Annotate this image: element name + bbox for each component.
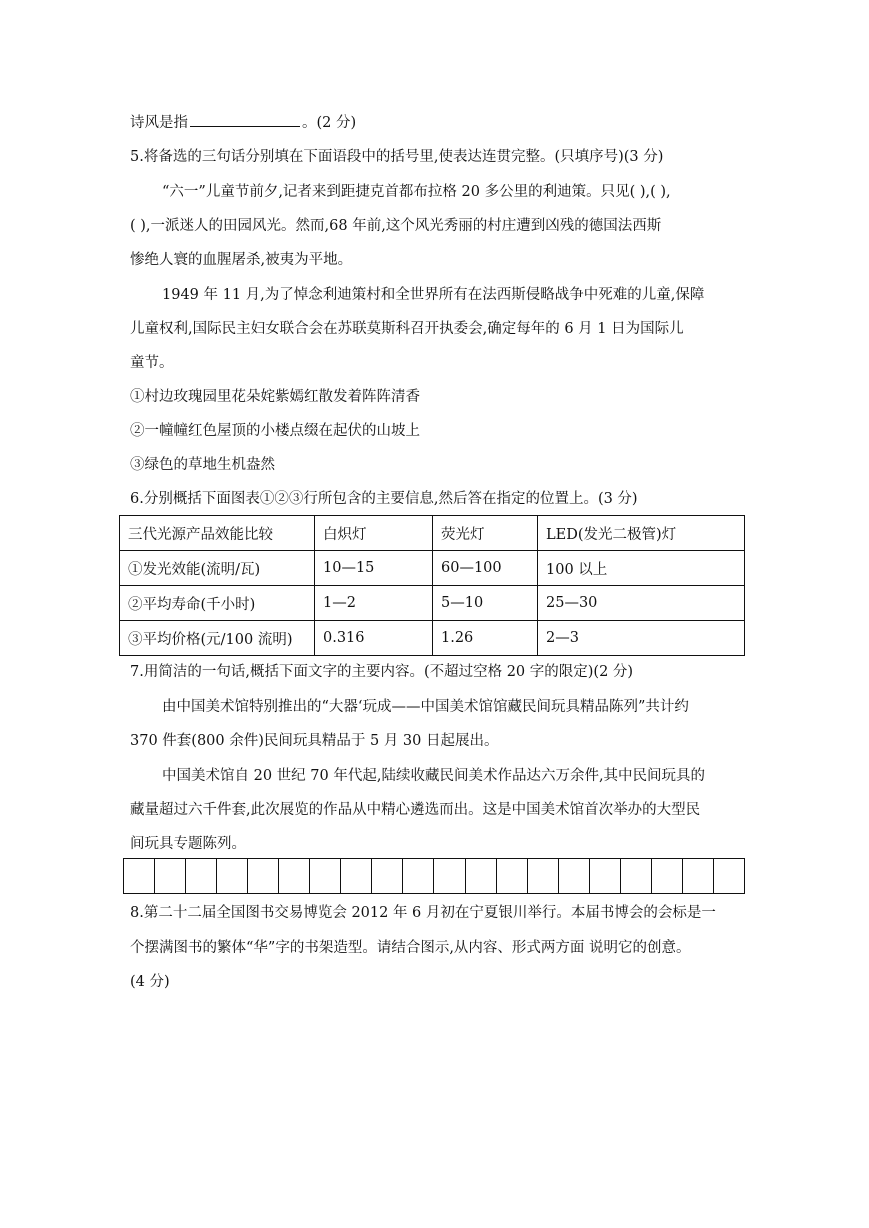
q8-line3: (4 分) bbox=[130, 974, 170, 990]
answer-box[interactable] bbox=[589, 859, 620, 894]
answer-box[interactable] bbox=[558, 859, 589, 894]
answer-box[interactable] bbox=[465, 859, 496, 894]
table-cell: 白炽灯 bbox=[315, 516, 433, 551]
table-cell: 2—3 bbox=[538, 621, 745, 656]
table-cell: LED(发光二极管)灯 bbox=[538, 516, 745, 551]
q5-p1-line1: “六一”儿童节前夕,记者来到距捷克首都布拉格 20 多公里的利迪策。只见( ),( ), bbox=[162, 184, 671, 200]
answer-box[interactable] bbox=[496, 859, 527, 894]
answer-blank[interactable] bbox=[190, 112, 300, 127]
q4-tail-line bbox=[130, 112, 356, 133]
answer-box[interactable] bbox=[403, 859, 434, 894]
q5-p2-line2: 儿童权利,国际民主妇女联合会在苏联莫斯科召开执委会,确定每年的 6 月 1 日为国际儿 bbox=[130, 321, 684, 337]
answer-box[interactable] bbox=[372, 859, 403, 894]
table-cell: ①发光效能(流明/瓦) bbox=[120, 551, 315, 586]
q5-p1-line3: 惨绝人寰的血腥屠杀,被夷为平地。 bbox=[130, 252, 353, 268]
light-source-table bbox=[119, 515, 745, 656]
q5-option-1: ①村边玫瑰园里花朵姹紫嫣红散发着阵阵清香 bbox=[130, 389, 420, 405]
table-cell: 三代光源产品效能比较 bbox=[120, 516, 315, 551]
q7-title: 7.用简洁的一句话,概括下面文字的主要内容。(不超过空格 20 字的限定)(2 分) bbox=[130, 664, 634, 680]
q5-title: 5.将备选的三句话分别填在下面语段中的括号里,使表达连贯完整。(只填序号)(3 分) bbox=[130, 149, 664, 165]
answer-box[interactable] bbox=[186, 859, 217, 894]
table-row bbox=[120, 516, 745, 551]
table-row bbox=[120, 621, 745, 656]
table-cell: 0.316 bbox=[315, 621, 433, 656]
table-cell: ③平均价格(元/100 流明) bbox=[120, 621, 315, 656]
q4-tail-after: 。(2 分) bbox=[302, 115, 357, 131]
table-cell: 100 以上 bbox=[538, 551, 745, 586]
answer-box[interactable] bbox=[124, 859, 155, 894]
q7-p2-line1: 中国美术馆自 20 世纪 70 年代起,陆续收藏民间美术作品达六万余件,其中民间玩具的 bbox=[162, 768, 706, 784]
answer-grid bbox=[123, 858, 745, 894]
q8-line2: 个摆满图书的繁体“华”字的书架造型。请结合图示,从内容、形式两方面 说明它的创意。 bbox=[130, 940, 691, 956]
answer-box[interactable] bbox=[651, 859, 682, 894]
q7-p1-line1: 由中国美术馆特别推出的“大器‘玩成——中国美术馆馆藏民间玩具精品陈列”共计约 bbox=[162, 699, 689, 715]
answer-box[interactable] bbox=[713, 859, 744, 894]
answer-box[interactable] bbox=[217, 859, 248, 894]
q7-p2-line3: 间玩具专题陈列。 bbox=[130, 836, 246, 852]
q8-line1: 8.第二十二届全国图书交易博览会 2012 年 6 月初在宁夏银川举行。本届书博会的会标是一 bbox=[130, 905, 716, 921]
answer-box[interactable] bbox=[279, 859, 310, 894]
table-cell: 10—15 bbox=[315, 551, 433, 586]
table-cell: 1.26 bbox=[433, 621, 538, 656]
q5-option-2: ②一幢幢红色屋顶的小楼点缀在起伏的山坡上 bbox=[130, 423, 420, 439]
q7-p1-line2: 370 件套(800 余件)民间玩具精品于 5 月 30 日起展出。 bbox=[130, 733, 499, 749]
answer-box[interactable] bbox=[434, 859, 465, 894]
q5-option-3: ③绿色的草地生机盎然 bbox=[130, 457, 275, 473]
q6-title: 6.分别概括下面图表①②③行所包含的主要信息,然后答在指定的位置上。(3 分) bbox=[130, 491, 638, 507]
answer-box[interactable] bbox=[341, 859, 372, 894]
answer-box[interactable] bbox=[682, 859, 713, 894]
answer-box[interactable] bbox=[155, 859, 186, 894]
answer-box[interactable] bbox=[248, 859, 279, 894]
answer-box[interactable] bbox=[310, 859, 341, 894]
q7-p2-line2: 藏量超过六千件套,此次展览的作品从中精心遴选而出。这是中国美术馆首次举办的大型民 bbox=[130, 802, 701, 818]
answer-grid-row bbox=[124, 859, 745, 894]
q4-tail-before: 诗风是指 bbox=[130, 115, 188, 131]
table-cell: ②平均寿命(千小时) bbox=[120, 586, 315, 621]
table-row bbox=[120, 551, 745, 586]
table-row bbox=[120, 586, 745, 621]
table-cell: 1—2 bbox=[315, 586, 433, 621]
table-cell: 60—100 bbox=[433, 551, 538, 586]
table-cell: 25—30 bbox=[538, 586, 745, 621]
q5-p2-line1: 1949 年 11 月,为了悼念利迪策村和全世界所有在法西斯侵略战争中死难的儿童,保障 bbox=[162, 287, 705, 303]
table-cell: 5—10 bbox=[433, 586, 538, 621]
answer-box[interactable] bbox=[527, 859, 558, 894]
table-cell: 荧光灯 bbox=[433, 516, 538, 551]
answer-box[interactable] bbox=[620, 859, 651, 894]
q5-p1-line2: ( ),一派迷人的田园风光。然而,68 年前,这个风光秀丽的村庄遭到凶残的德国法西斯 bbox=[130, 218, 662, 234]
q5-p2-line3: 童节。 bbox=[130, 355, 174, 371]
